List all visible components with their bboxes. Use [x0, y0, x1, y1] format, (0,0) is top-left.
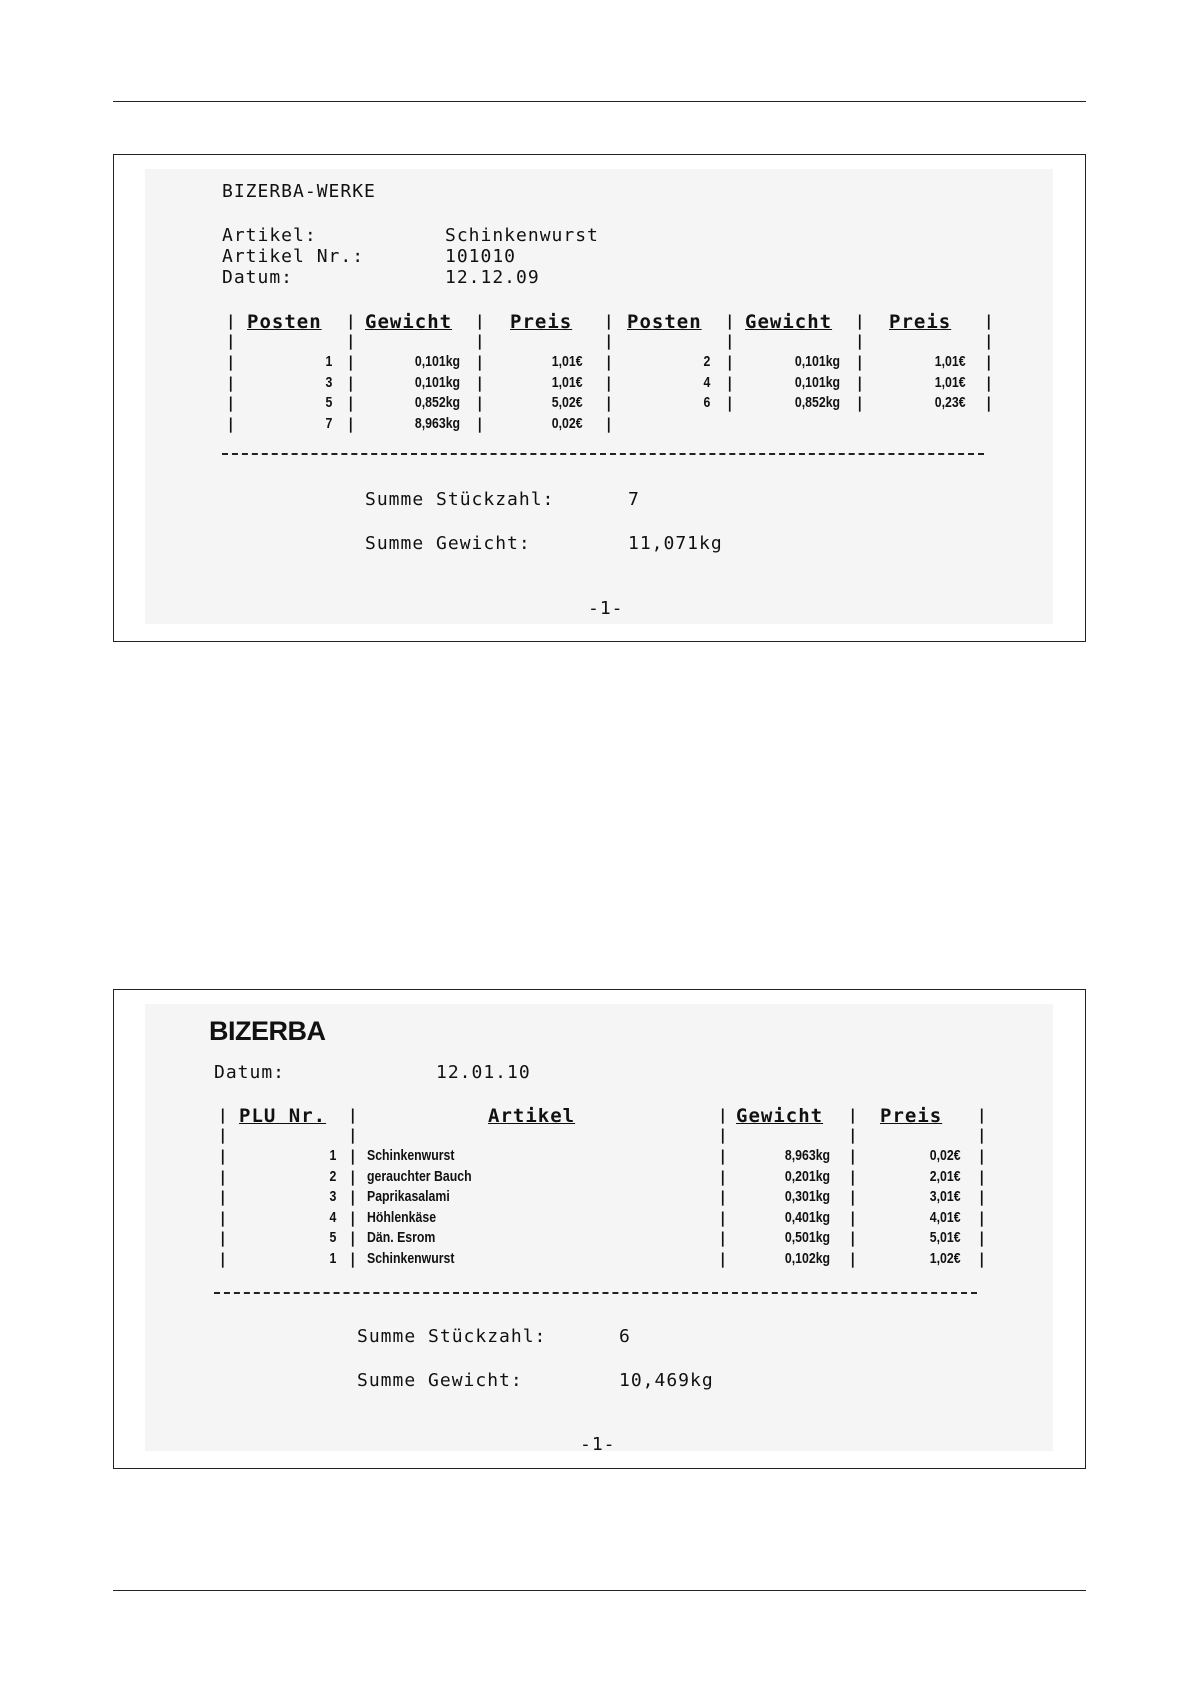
cell-artikel: Paprikasalami	[367, 1188, 450, 1205]
cell-gewicht: 0,401kg	[784, 1208, 830, 1226]
cell-plu: 1	[329, 1249, 336, 1267]
cell-preis: 1,01€	[935, 353, 966, 370]
header-gewicht-a: Gewicht	[365, 311, 453, 333]
cell-preis: 0,02€	[552, 414, 583, 432]
cell-gewicht: 0,102kg	[784, 1249, 830, 1267]
column-separator: |	[228, 353, 234, 371]
column-separator: |	[850, 1208, 856, 1227]
cell-preis: 5,01€	[930, 1229, 961, 1246]
column-separator: |	[477, 394, 483, 412]
column-separator: |	[228, 312, 234, 330]
column-separator: |	[350, 1167, 356, 1186]
article-value: Schinkenwurst	[445, 225, 599, 246]
cell-gewicht: 0,101kg	[794, 353, 840, 370]
date-label: Datum:	[222, 267, 294, 288]
header-gewicht-b: Gewicht	[745, 311, 833, 333]
header-artikel: Artikel	[488, 1105, 576, 1127]
column-separator: |	[850, 1126, 856, 1144]
column-separator: |	[348, 373, 354, 392]
column-separator: |	[986, 394, 992, 412]
column-separator: |	[220, 1147, 226, 1165]
page-number: -1-	[588, 598, 624, 619]
cell-posten: 3	[325, 373, 332, 391]
cell-preis: 1,01€	[552, 373, 583, 391]
column-separator: |	[727, 394, 733, 412]
column-separator: |	[220, 1229, 226, 1247]
cell-posten: 7	[325, 414, 332, 432]
sum-count-label: Summe Stückzahl:	[365, 489, 555, 510]
cell-gewicht: 0,501kg	[784, 1229, 830, 1246]
cell-plu: 2	[329, 1167, 336, 1185]
column-separator: |	[477, 414, 483, 433]
column-separator: |	[979, 1147, 985, 1165]
date-value: 12.01.10	[436, 1062, 531, 1083]
article-label: Artikel:	[222, 225, 317, 246]
column-separator: |	[850, 1188, 856, 1206]
column-separator: |	[727, 312, 733, 330]
column-separator: |	[477, 332, 483, 350]
column-separator: |	[348, 394, 354, 412]
sum-weight-label: Summe Gewicht:	[357, 1370, 523, 1391]
column-separator: |	[979, 1208, 985, 1227]
cell-preis: 0,02€	[930, 1147, 961, 1164]
column-separator: |	[720, 1188, 726, 1206]
header-preis-b: Preis	[889, 311, 952, 333]
cell-posten: 5	[325, 394, 332, 411]
column-separator: |	[220, 1188, 226, 1206]
column-separator: |	[477, 312, 483, 330]
cell-posten: 1	[325, 353, 332, 370]
column-separator: |	[477, 353, 483, 371]
column-separator: |	[606, 373, 612, 392]
column-separator: |	[720, 1249, 726, 1268]
cell-artikel: Schinkenwurst	[367, 1147, 455, 1164]
header-plu: PLU Nr.	[239, 1105, 327, 1127]
column-separator: |	[348, 414, 354, 433]
sum-weight-value: 11,071kg	[628, 533, 723, 554]
column-separator: |	[979, 1188, 985, 1206]
column-separator: |	[857, 394, 863, 412]
cell-preis: 5,02€	[552, 394, 583, 411]
column-separator: |	[720, 1208, 726, 1227]
header-posten-a: Posten	[247, 311, 322, 333]
cell-plu: 1	[329, 1147, 336, 1164]
column-separator: |	[606, 353, 612, 371]
cell-preis: 1,02€	[930, 1249, 961, 1267]
column-separator: |	[857, 353, 863, 371]
date-label: Datum:	[214, 1062, 286, 1083]
column-separator: |	[986, 332, 992, 350]
footer-rule	[113, 1590, 1086, 1591]
sum-weight-value: 10,469kg	[619, 1370, 714, 1391]
cell-posten: 6	[703, 394, 710, 411]
cell-gewicht: 0,852kg	[414, 394, 460, 411]
column-separator: |	[220, 1167, 226, 1186]
cell-preis: 1,01€	[935, 373, 966, 391]
cell-preis: 1,01€	[552, 353, 583, 370]
cell-artikel: gerauchter Bauch	[367, 1167, 472, 1185]
table-end-rule	[214, 1292, 977, 1294]
column-separator: |	[850, 1106, 856, 1124]
cell-artikel: Dän. Esrom	[367, 1229, 436, 1246]
cell-artikel: Schinkenwurst	[367, 1249, 455, 1267]
cell-preis: 0,23€	[935, 394, 966, 411]
receipt-frame-1	[113, 154, 1086, 642]
company-name: BIZERBA-WERKE	[222, 181, 376, 202]
column-separator: |	[350, 1249, 356, 1268]
cell-posten: 2	[703, 353, 710, 370]
cell-plu: 3	[329, 1188, 336, 1205]
column-separator: |	[720, 1229, 726, 1247]
cell-preis: 4,01€	[930, 1208, 961, 1226]
column-separator: |	[850, 1147, 856, 1165]
header-gewicht: Gewicht	[736, 1105, 824, 1127]
date-value: 12.12.09	[445, 267, 540, 288]
sum-count-value: 6	[619, 1326, 631, 1347]
header-preis: Preis	[880, 1105, 943, 1127]
column-separator: |	[477, 373, 483, 392]
column-separator: |	[720, 1167, 726, 1186]
cell-artikel: Höhlenkäse	[367, 1208, 437, 1226]
column-separator: |	[228, 373, 234, 392]
column-separator: |	[857, 373, 863, 392]
column-separator: |	[228, 332, 234, 350]
column-separator: |	[857, 312, 863, 330]
table-end-rule	[222, 453, 984, 455]
column-separator: |	[720, 1106, 726, 1124]
column-separator: |	[720, 1126, 726, 1144]
column-separator: |	[727, 373, 733, 392]
cell-gewicht: 0,101kg	[414, 353, 460, 370]
column-separator: |	[986, 373, 992, 392]
column-separator: |	[979, 1249, 985, 1268]
column-separator: |	[850, 1167, 856, 1186]
column-separator: |	[348, 353, 354, 371]
column-separator: |	[606, 332, 612, 350]
brand-logo-text: BIZERBA	[209, 1016, 326, 1046]
column-separator: |	[228, 394, 234, 412]
column-separator: |	[727, 353, 733, 371]
cell-plu: 4	[329, 1208, 336, 1226]
cell-gewicht: 8,963kg	[414, 414, 460, 432]
column-separator: |	[220, 1106, 226, 1124]
column-separator: |	[979, 1229, 985, 1247]
cell-preis: 3,01€	[930, 1188, 961, 1205]
cell-gewicht: 0,101kg	[794, 373, 840, 391]
column-separator: |	[986, 353, 992, 371]
receipt-frame-2	[113, 989, 1086, 1469]
column-separator: |	[606, 312, 612, 330]
cell-preis: 2,01€	[930, 1167, 961, 1185]
column-separator: |	[979, 1167, 985, 1186]
column-separator: |	[850, 1229, 856, 1247]
cell-posten: 4	[703, 373, 710, 391]
sum-count-label: Summe Stückzahl:	[357, 1326, 547, 1347]
column-separator: |	[720, 1147, 726, 1165]
column-separator: |	[350, 1106, 356, 1124]
column-separator: |	[857, 332, 863, 350]
cell-gewicht: 0,101kg	[414, 373, 460, 391]
column-separator: |	[228, 414, 234, 433]
column-separator: |	[986, 312, 992, 330]
sum-weight-label: Summe Gewicht:	[365, 533, 531, 554]
article-nr-value: 101010	[445, 246, 517, 267]
cell-gewicht: 0,852kg	[794, 394, 840, 411]
column-separator: |	[350, 1126, 356, 1144]
column-separator: |	[727, 332, 733, 350]
page-number: -1-	[580, 1434, 616, 1455]
column-separator: |	[350, 1229, 356, 1247]
column-separator: |	[220, 1126, 226, 1144]
column-separator: |	[348, 332, 354, 350]
column-separator: |	[979, 1126, 985, 1144]
cell-gewicht: 8,963kg	[784, 1147, 830, 1164]
column-separator: |	[348, 312, 354, 330]
header-posten-b: Posten	[627, 311, 702, 333]
header-preis-a: Preis	[510, 311, 573, 333]
sum-count-value: 7	[628, 489, 640, 510]
column-separator: |	[979, 1106, 985, 1124]
column-separator: |	[220, 1208, 226, 1227]
header-rule	[113, 101, 1086, 102]
article-nr-label: Artikel Nr.:	[222, 246, 365, 267]
cell-plu: 5	[329, 1229, 336, 1246]
column-separator: |	[350, 1188, 356, 1206]
column-separator: |	[350, 1147, 356, 1165]
cell-gewicht: 0,301kg	[784, 1188, 830, 1205]
column-separator: |	[606, 414, 612, 433]
cell-gewicht: 0,201kg	[784, 1167, 830, 1185]
column-separator: |	[850, 1249, 856, 1268]
column-separator: |	[606, 394, 612, 412]
column-separator: |	[220, 1249, 226, 1268]
column-separator: |	[350, 1208, 356, 1227]
